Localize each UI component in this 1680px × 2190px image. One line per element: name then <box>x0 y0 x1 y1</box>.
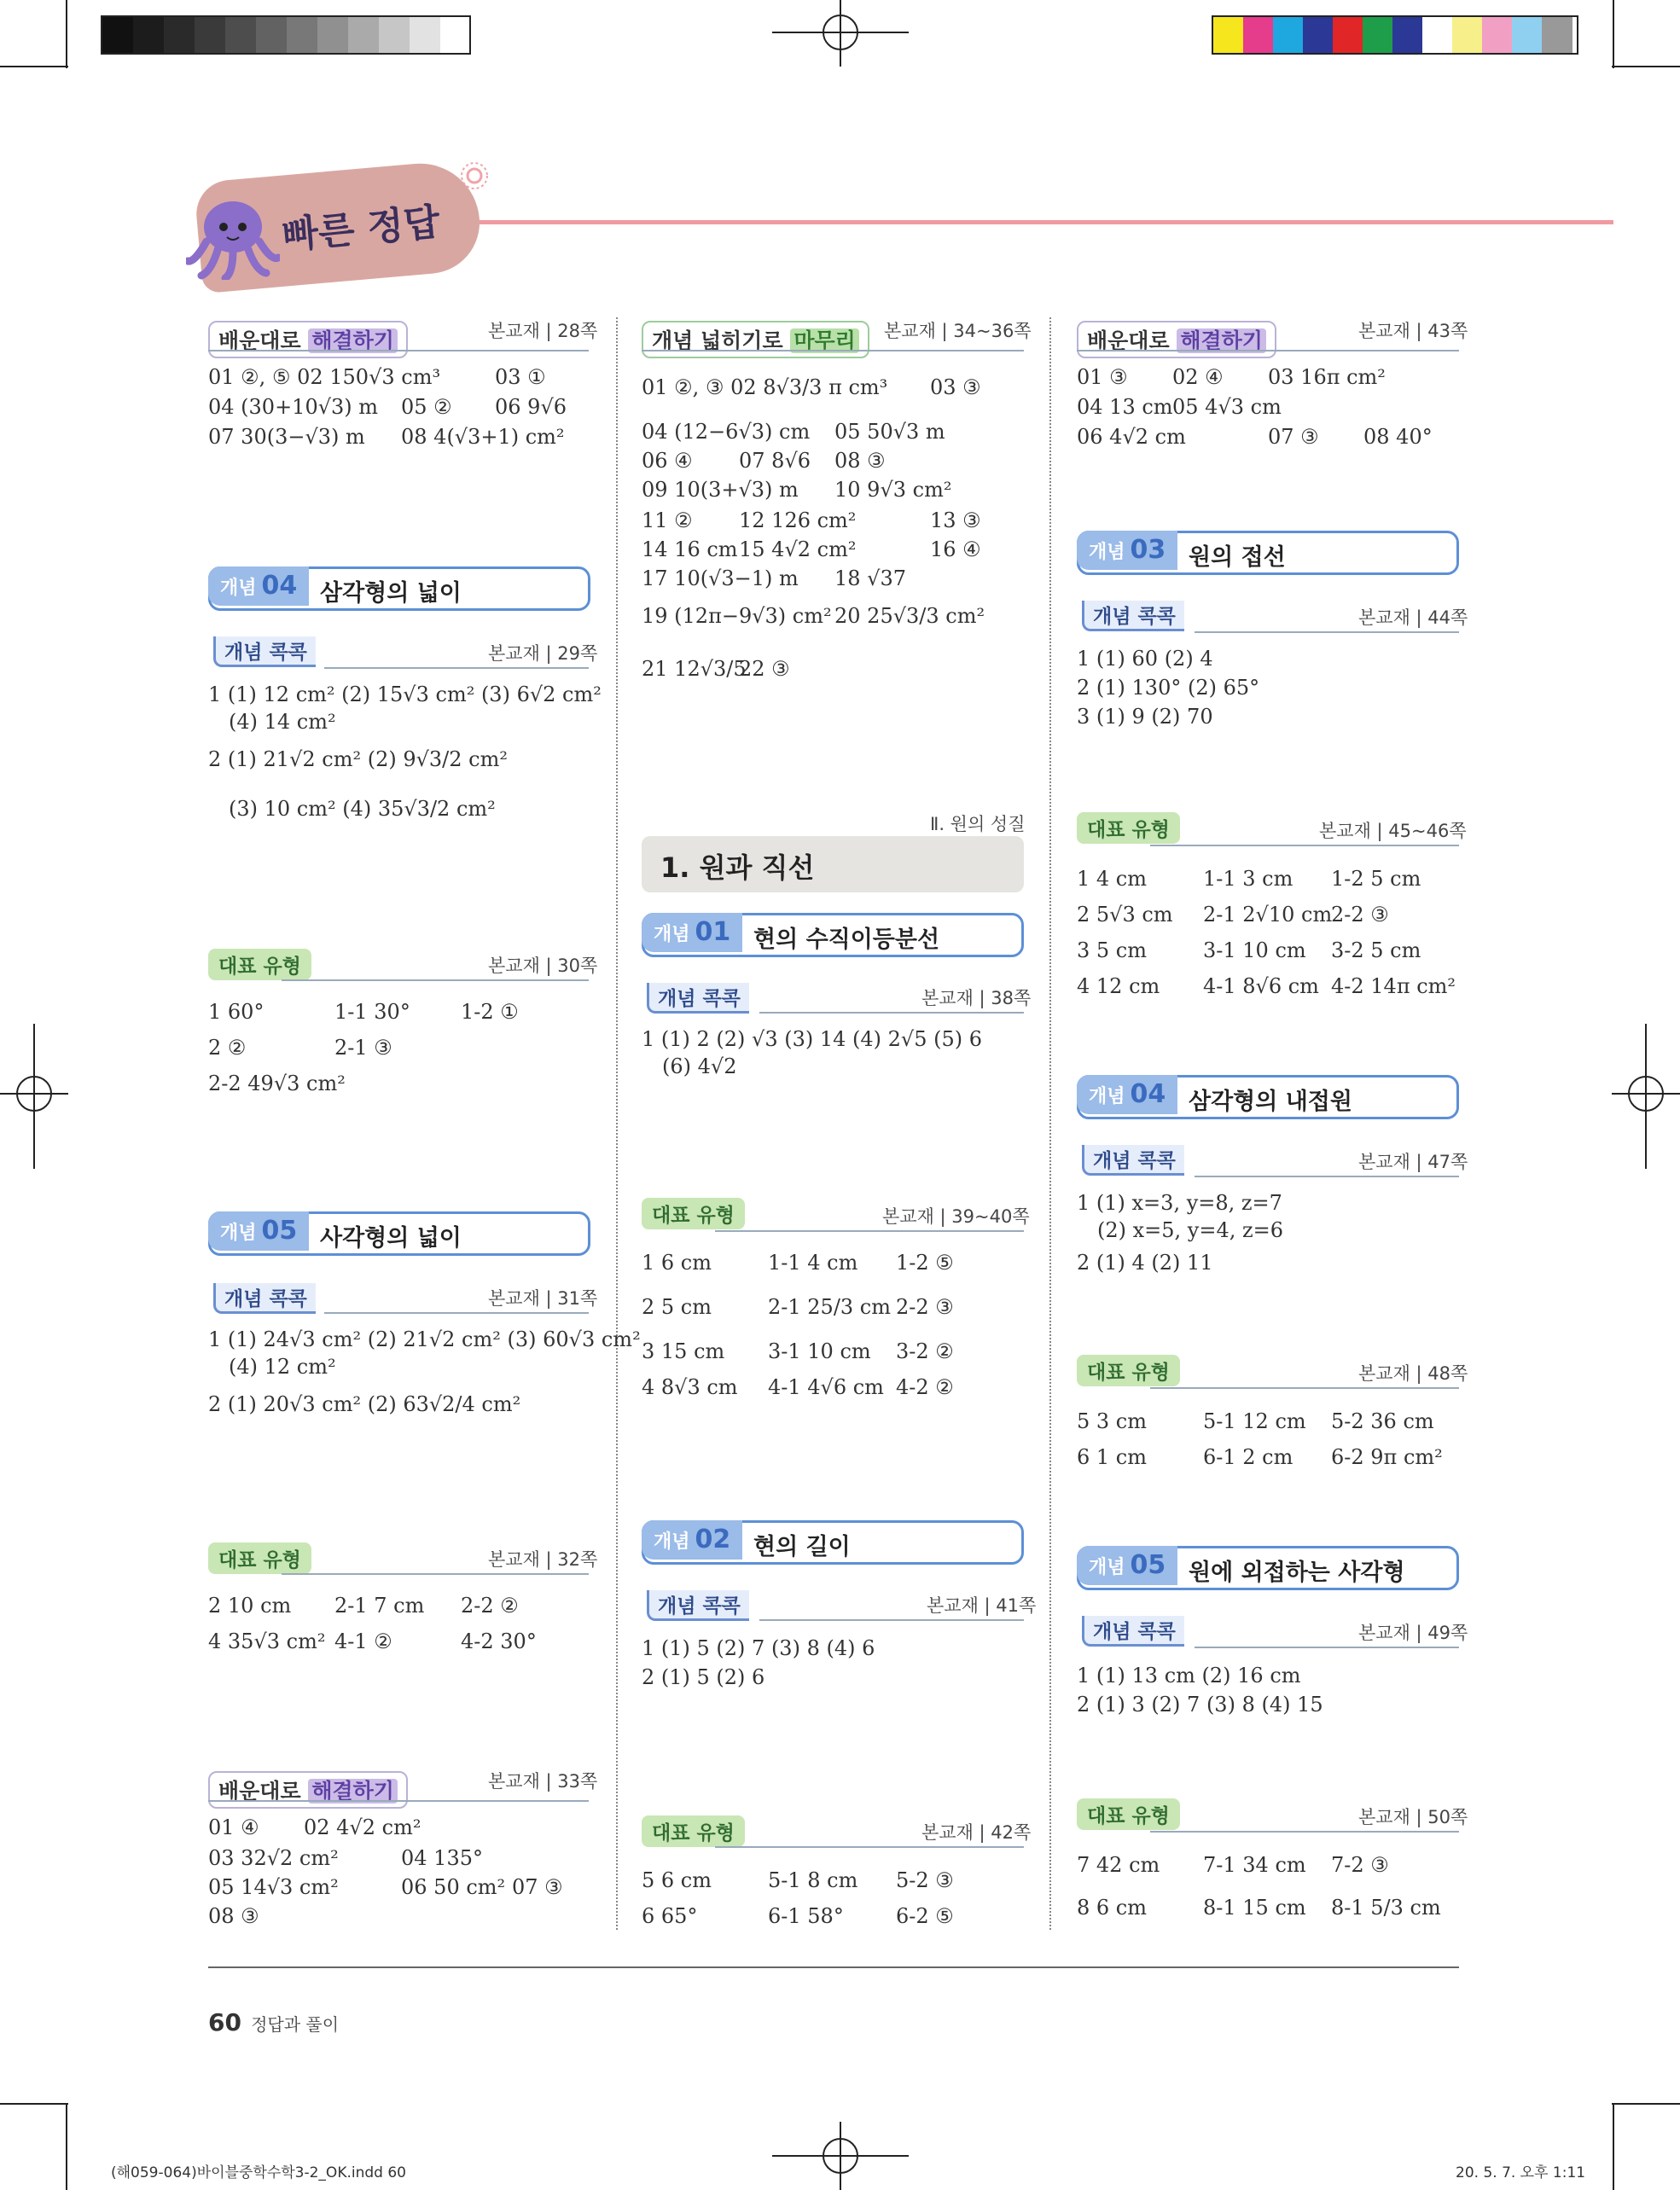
answer-line: (3) 10 cm² (4) 35√3/2 cm² <box>229 797 496 821</box>
concept-label: 개념 <box>1089 1086 1125 1107</box>
answer-line: 20 25√3/3 cm² <box>834 604 985 628</box>
answer-line: 4-2 14π cm² <box>1331 974 1456 998</box>
answer-line: 6-1 58° <box>768 1904 844 1928</box>
source-page: 본교재 | 29쪽 <box>488 643 598 664</box>
octopus-icon <box>186 195 280 280</box>
concept-title: 삼각형의 내접원 <box>1189 1089 1352 1115</box>
sun-icon <box>457 159 491 193</box>
concept-tag <box>642 1520 742 1560</box>
concept-number: 04 <box>1130 1079 1166 1109</box>
answer-line: 2 (1) 4 (2) 11 <box>1077 1251 1213 1275</box>
concept-tag <box>208 566 309 606</box>
answer-line: 1-2 5 cm <box>1331 867 1421 891</box>
answer-line: 4-1 ② <box>334 1629 392 1653</box>
answer-line: 1 (1) x=3, y=8, z=7 <box>1077 1191 1282 1215</box>
answer-line: 01 ②, ⑤ 02 150√3 cm³ <box>208 365 441 389</box>
page-number: 60 <box>208 2008 241 2036</box>
answer-line: 1 60° <box>208 1000 264 1024</box>
pill-label: 배운대로 <box>1087 328 1170 353</box>
answer-line: 09 10(3+√3) m <box>642 478 799 502</box>
section-label: Ⅱ. 원의 성질 <box>930 814 1026 834</box>
answer-line: 2 ② <box>208 1036 247 1060</box>
answer-line: 21 12√3/5 <box>642 657 747 681</box>
source-page: 본교재 | 45~46쪽 <box>1319 821 1467 841</box>
answer-line: 05 4√3 cm <box>1172 395 1282 419</box>
answer-line: 16 ④ <box>930 537 981 561</box>
answer-line: 2-1 25/3 cm <box>768 1295 891 1319</box>
section-rule <box>1195 1647 1459 1648</box>
kokkok-label: 개념 콕콕 <box>1082 601 1184 631</box>
section-rule <box>1150 1387 1459 1389</box>
answer-line: 07 ③ <box>1268 425 1319 449</box>
concept-number: 03 <box>1130 535 1166 565</box>
source-page: 본교재 | 41쪽 <box>927 1595 1037 1616</box>
answer-line: 1 (1) 5 (2) 7 (3) 8 (4) 6 <box>642 1636 875 1660</box>
concept-tag <box>1077 1546 1177 1585</box>
answer-line: 2-2 ③ <box>896 1295 954 1319</box>
answer-line: 06 9√6 <box>495 395 567 419</box>
section-rule <box>759 1012 1024 1014</box>
answer-line: 4 35√3 cm² <box>208 1629 326 1653</box>
answer-line: 03 ③ <box>930 375 981 399</box>
answer-line: 2 (1) 20√3 cm² (2) 63√2/4 cm² <box>208 1392 521 1416</box>
answer-line: 2 (1) 3 (2) 7 (3) 8 (4) 15 <box>1077 1693 1323 1717</box>
concept-tag <box>642 913 742 952</box>
concept-label: 개념 <box>220 1223 257 1244</box>
answer-line: 2 (1) 21√2 cm² (2) 9√3/2 cm² <box>208 747 508 771</box>
source-page: 본교재 | 48쪽 <box>1358 1363 1468 1384</box>
answer-line: 05 50√3 m <box>834 420 945 444</box>
concept-bar <box>1077 1546 1459 1590</box>
pill-highlight: 해결하기 <box>1177 328 1266 353</box>
answer-line: 2 (1) 130° (2) 65° <box>1077 676 1260 700</box>
answer-line: (2) x=5, y=4, z=6 <box>1097 1218 1284 1242</box>
section-rule <box>324 1312 589 1314</box>
answer-line: 19 (12π−9√3) cm² <box>642 604 832 628</box>
concept-bar <box>208 1211 590 1256</box>
answer-line: 03 32√2 cm² <box>208 1846 339 1870</box>
answer-line: 08 ③ <box>208 1904 259 1928</box>
answer-line: 6 65° <box>642 1904 698 1928</box>
answer-line: 17 10(√3−1) m <box>642 566 799 590</box>
concept-tag <box>1077 531 1177 570</box>
answer-line: 07 30(3−√3) m <box>208 425 365 449</box>
section-rule <box>715 1230 1024 1232</box>
column-divider-2 <box>1049 317 1051 1930</box>
daepyo-label: 대표 유형 <box>208 1542 311 1574</box>
answer-line: 01 ④ <box>208 1815 259 1839</box>
answer-line: 1 (1) 2 (2) √3 (3) 14 (4) 2√5 (5) 6 <box>642 1027 983 1051</box>
answer-line: 2-2 ③ <box>1331 903 1389 927</box>
answer-line: 04 (12−6√3) cm <box>642 420 811 444</box>
answer-line: (4) 14 cm² <box>229 710 336 734</box>
page-title: 빠른 정답 <box>280 200 442 258</box>
concept-title: 원의 접선 <box>1189 544 1286 571</box>
answer-line: 12 126 cm² <box>739 508 857 532</box>
concept-title: 현의 수직이등분선 <box>753 927 940 953</box>
concept-label: 개념 <box>1089 1557 1125 1578</box>
pill-label: 개념 넓히기로 <box>652 328 783 353</box>
answer-line: 13 ③ <box>930 508 981 532</box>
section-header <box>642 321 869 358</box>
answer-line: 10 9√3 cm² <box>834 478 952 502</box>
concept-title: 사각형의 넓이 <box>320 1225 462 1252</box>
answer-line: 1-1 4 cm <box>768 1251 858 1275</box>
answer-line: 22 ③ <box>739 657 790 681</box>
answer-line: 01 ③ <box>1077 365 1128 389</box>
answer-line: 1 (1) 13 cm (2) 16 cm <box>1077 1664 1301 1688</box>
answer-line: 1 (1) 24√3 cm² (2) 21√2 cm² (3) 60√3 cm² <box>208 1327 641 1351</box>
source-page: 본교재 | 32쪽 <box>488 1549 598 1570</box>
kokkok-label: 개념 콕콕 <box>213 636 316 667</box>
answer-line: 8 6 cm <box>1077 1896 1147 1920</box>
section-rule <box>1195 631 1459 633</box>
concept-bar <box>208 566 590 611</box>
answer-line: 5-2 ③ <box>896 1868 954 1892</box>
answer-line: 2-2 ② <box>461 1594 519 1618</box>
answer-line: 5-1 8 cm <box>768 1868 858 1892</box>
answer-line: 05 ② <box>401 395 452 419</box>
answer-line: 2-1 7 cm <box>334 1594 425 1618</box>
section-rule <box>208 1800 589 1802</box>
answer-line: 4-2 ② <box>896 1375 954 1399</box>
daepyo-label: 대표 유형 <box>1077 812 1180 844</box>
source-page: 본교재 | 44쪽 <box>1358 607 1468 628</box>
answer-line: 06 50 cm² <box>401 1875 506 1899</box>
answer-line: 4-1 8√6 cm <box>1203 974 1319 998</box>
answer-line: 1-2 ⑤ <box>896 1251 954 1275</box>
answer-line: 6-2 ⑤ <box>896 1904 954 1928</box>
chapter-title: 1. 원과 직선 <box>660 851 815 884</box>
answer-line: 7 42 cm <box>1077 1853 1160 1877</box>
answer-line: 4 12 cm <box>1077 974 1160 998</box>
daepyo-label: 대표 유형 <box>642 1815 745 1847</box>
answer-line: 2-1 2√10 cm <box>1203 903 1333 927</box>
answer-line: 3-2 5 cm <box>1331 938 1421 962</box>
answer-line: 2-1 ③ <box>334 1036 392 1060</box>
answer-line: 3 (1) 9 (2) 70 <box>1077 705 1213 729</box>
pill-highlight: 해결하기 <box>308 328 398 353</box>
answer-line: 3-1 10 cm <box>1203 938 1306 962</box>
daepyo-label: 대표 유형 <box>642 1198 745 1229</box>
source-page: 본교재 | 39~40쪽 <box>882 1206 1030 1227</box>
concept-bar <box>1077 531 1459 575</box>
answer-line: 1 6 cm <box>642 1251 712 1275</box>
concept-number: 02 <box>695 1525 731 1554</box>
concept-label: 개념 <box>654 1531 690 1553</box>
concept-number: 04 <box>261 571 298 601</box>
daepyo-label: 대표 유형 <box>208 949 311 980</box>
pill-label: 배운대로 <box>218 328 301 353</box>
answer-line: 7-1 34 cm <box>1203 1853 1306 1877</box>
answer-line: 01 ②, ③ 02 8√3/3 π cm³ <box>642 375 888 399</box>
pill-label: 배운대로 <box>218 1779 301 1804</box>
concept-label: 개념 <box>1089 542 1125 563</box>
source-page: 본교재 | 30쪽 <box>488 956 598 976</box>
source-page: 본교재 | 28쪽 <box>488 321 598 341</box>
answer-line: 1-2 ① <box>461 1000 519 1024</box>
concept-label: 개념 <box>654 924 690 945</box>
pill-highlight: 해결하기 <box>308 1779 398 1804</box>
answer-line: 8-1 5/3 cm <box>1331 1896 1441 1920</box>
answer-line: 04 135° <box>401 1846 483 1870</box>
answer-line: 1 (1) 12 cm² (2) 15√3 cm² (3) 6√2 cm² <box>208 683 602 706</box>
concept-title: 현의 길이 <box>753 1534 851 1560</box>
column-divider-1 <box>616 317 618 1930</box>
answer-line: 08 ③ <box>834 449 886 473</box>
concept-title: 원에 외접하는 사각형 <box>1189 1560 1405 1586</box>
answer-line: 7-2 ③ <box>1331 1853 1389 1877</box>
answer-line: 3-1 10 cm <box>768 1339 871 1363</box>
answer-line: (4) 12 cm² <box>229 1355 336 1379</box>
answer-line: 04 (30+10√3) m <box>208 395 379 419</box>
answer-line: 11 ② <box>642 508 693 532</box>
footer-rule <box>208 1966 1459 1968</box>
answer-line: 4-1 4√6 cm <box>768 1375 884 1399</box>
answer-line: 5 3 cm <box>1077 1409 1147 1433</box>
source-page: 본교재 | 43쪽 <box>1358 321 1468 341</box>
source-page: 본교재 | 49쪽 <box>1358 1623 1468 1643</box>
answer-line: 07 ③ <box>512 1875 563 1899</box>
kokkok-label: 개념 콕콕 <box>1082 1145 1184 1176</box>
source-page: 본교재 | 33쪽 <box>488 1771 598 1792</box>
section-header <box>1077 321 1276 358</box>
answer-line: 3 15 cm <box>642 1339 725 1363</box>
kokkok-label: 개념 콕콕 <box>647 983 749 1014</box>
section-rule <box>1150 845 1459 846</box>
section-header <box>208 1771 408 1809</box>
answer-line: 1-1 30° <box>334 1000 410 1024</box>
answer-line: 05 14√3 cm² <box>208 1875 339 1899</box>
answer-line: 2 5 cm <box>642 1295 712 1319</box>
kokkok-label: 개념 콕콕 <box>647 1590 749 1621</box>
section-rule <box>759 1619 1024 1621</box>
answer-line: (6) 4√2 <box>662 1054 737 1078</box>
answer-line: 5 6 cm <box>642 1868 712 1892</box>
answer-line: 1 4 cm <box>1077 867 1147 891</box>
answer-line: 1 (1) 60 (2) 4 <box>1077 647 1213 671</box>
source-page: 본교재 | 50쪽 <box>1358 1807 1468 1827</box>
source-page: 본교재 | 31쪽 <box>488 1288 598 1309</box>
answer-line: 6 1 cm <box>1077 1445 1147 1469</box>
section-rule <box>1150 1831 1459 1833</box>
answer-line: 14 16 cm <box>642 537 738 561</box>
answer-line: 2-2 49√3 cm² <box>208 1072 346 1095</box>
section-rule <box>1195 1176 1459 1177</box>
chapter-title-box <box>642 836 1024 892</box>
answer-line: 04 13 cm <box>1077 395 1173 419</box>
section-rule <box>642 350 1024 351</box>
answer-line: 06 ④ <box>642 449 693 473</box>
answer-line: 4-2 30° <box>461 1629 537 1653</box>
concept-tag <box>208 1211 309 1251</box>
answer-line: 07 8√6 <box>739 449 811 473</box>
answer-line: 3 5 cm <box>1077 938 1147 962</box>
concept-bar <box>642 913 1024 957</box>
daepyo-label: 대표 유형 <box>1077 1798 1180 1830</box>
answer-line: 02 4√2 cm² <box>304 1815 421 1839</box>
source-page: 본교재 | 38쪽 <box>921 988 1032 1008</box>
answer-line: 3-2 ② <box>896 1339 954 1363</box>
header-rule <box>474 220 1613 224</box>
concept-bar <box>1077 1075 1459 1119</box>
section-rule <box>715 1846 1024 1848</box>
daepyo-label: 대표 유형 <box>1077 1355 1180 1386</box>
kokkok-label: 개념 콕콕 <box>1082 1616 1184 1647</box>
answer-line: 06 4√2 cm <box>1077 425 1186 449</box>
concept-label: 개념 <box>220 578 257 599</box>
kokkok-label: 개념 콕콕 <box>213 1283 316 1314</box>
section-rule <box>282 979 589 981</box>
source-page: 본교재 | 34~36쪽 <box>884 321 1032 341</box>
section-header <box>208 321 408 358</box>
source-page: 본교재 | 42쪽 <box>921 1822 1032 1843</box>
printer-timestamp: 20. 5. 7. 오후 1:11 <box>1456 2164 1586 2181</box>
concept-bar <box>642 1520 1024 1565</box>
answer-line: 02 ④ <box>1172 365 1224 389</box>
answer-line: 1-1 3 cm <box>1203 867 1293 891</box>
answer-line: 15 4√2 cm² <box>739 537 857 561</box>
section-rule <box>282 1573 589 1575</box>
concept-tag <box>1077 1075 1177 1114</box>
section-rule <box>324 667 589 669</box>
answer-line: 5-2 36 cm <box>1331 1409 1434 1433</box>
page-footer <box>208 2008 339 2036</box>
source-page: 본교재 | 47쪽 <box>1358 1152 1468 1172</box>
concept-number: 05 <box>1130 1550 1166 1580</box>
answer-line: 18 √37 <box>834 566 906 590</box>
concept-number: 01 <box>695 917 731 947</box>
section-rule <box>208 350 589 351</box>
printer-file-name: (해059-064)바이블중학수학3-2_OK.indd 60 <box>111 2164 406 2181</box>
answer-line: 5-1 12 cm <box>1203 1409 1306 1433</box>
answer-line: 2 10 cm <box>208 1594 292 1618</box>
answer-line: 4 8√3 cm <box>642 1375 738 1399</box>
concept-number: 05 <box>261 1216 298 1246</box>
answer-line: 6-2 9π cm² <box>1331 1445 1443 1469</box>
page-label: 정답과 풀이 <box>251 2014 340 2035</box>
answer-line: 08 4(√3+1) cm² <box>401 425 565 449</box>
pill-highlight: 마무리 <box>790 328 858 353</box>
answer-line: 08 40° <box>1363 425 1433 449</box>
answer-line: 03 ① <box>495 365 546 389</box>
concept-title: 삼각형의 넓이 <box>320 580 462 607</box>
answer-line: 2 5√3 cm <box>1077 903 1173 927</box>
answer-line: 6-1 2 cm <box>1203 1445 1293 1469</box>
answer-line: 03 16π cm² <box>1268 365 1386 389</box>
section-rule <box>1077 350 1459 351</box>
answer-line: 2 (1) 5 (2) 6 <box>642 1665 765 1689</box>
answer-line: 8-1 15 cm <box>1203 1896 1306 1920</box>
